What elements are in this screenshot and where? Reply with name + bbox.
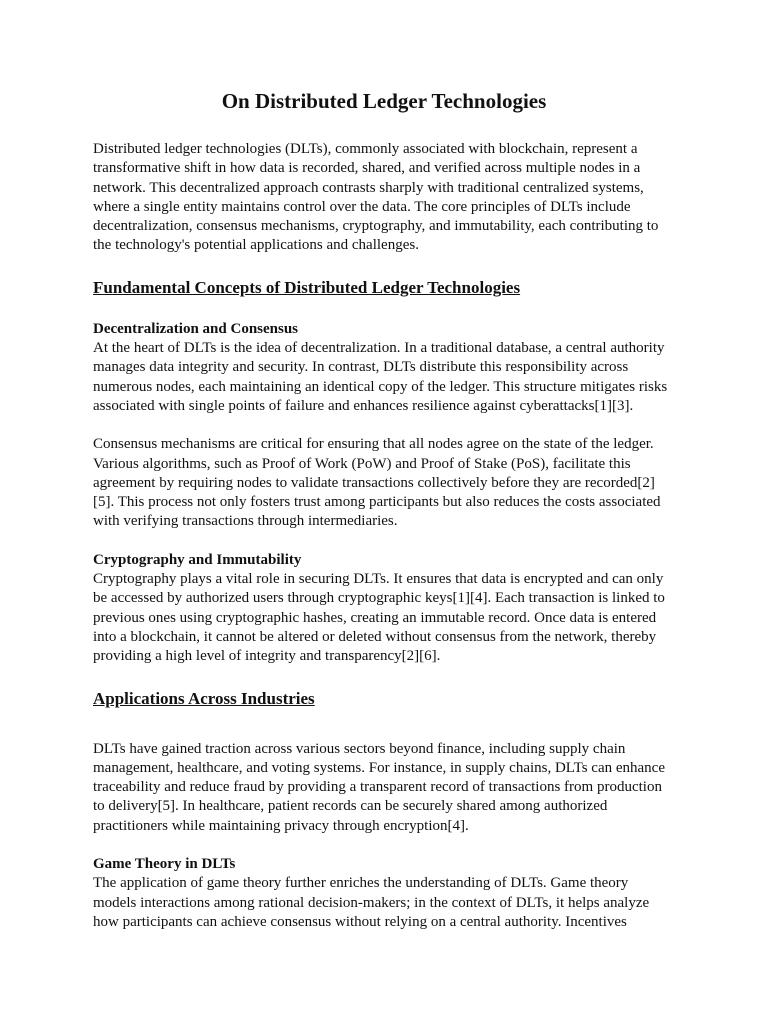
paragraph-decentralization: At the heart of DLTs is the idea of decentralization. In a traditional database, a central authority manages data integrity and security. In contrast, DLTs distribute this responsibility across numerous nodes, each maintaining an identical copy of the ledger. This structure mitigates risks associated with single points of failure and enhances resilience against cyberattacks[1][3]. xyxy=(93,340,668,414)
paragraph-game-theory: The application of game theory further enriches the understanding of DLTs. Game theory models interactions among rational decision-makers; in the context of DLTs, it helps analyze how participants can achieve consensus without relying on a central authority. Incentives xyxy=(93,875,650,930)
subheading-decentralization: Decentralization and Consensus xyxy=(93,320,299,337)
section-heading-fundamentals: Fundamental Concepts of Distributed Ledger Technologies xyxy=(93,277,521,297)
subheading-game-theory: Game Theory in DLTs xyxy=(93,856,236,873)
intro-paragraph: Distributed ledger technologies (DLTs), commonly associated with blockchain, represent a transformative shift in how data is recorded, shared, and verified across multiple nodes in a network. This decentralized approach contrasts sharply with traditional centralized systems, where a single entity maintains control over the data. The core principles of DLTs include decentralization, consensus mechanisms, cryptography, and immutability, each contributing to the technology's potential applications and challenges. xyxy=(93,141,659,254)
paragraph-applications: DLTs have gained traction across various sectors beyond finance, including supply chain management, healthcare, and voting systems. For instance, in supply chains, DLTs can enhance traceability and reduce fraud by providing a transparent record of transactions from production to delivery[5]. In healthcare, patient records can be securely shared among authorized practitioners while maintaining privacy through encryption[4]. xyxy=(93,740,665,834)
document-title: On Distributed Ledger Technologies xyxy=(221,89,547,113)
document-page xyxy=(93,86,675,932)
section-heading-applications: Applications Across Industries xyxy=(93,688,315,708)
paragraph-cryptography: Cryptography plays a vital role in securing DLTs. It ensures that data is encrypted and can only be accessed by authorized users through cryptographic keys[1][4]. Each transaction is linked to previous ones using cryptographic hashes, creating an immutable record. Once data is entered into a blockchain, it cannot be altered or deleted without consensus from the network, thereby providing a high level of integrity and transparency[2][6]. xyxy=(93,571,665,665)
subheading-cryptography: Cryptography and Immutability xyxy=(93,551,302,568)
paragraph-consensus: Consensus mechanisms are critical for ensuring that all nodes agree on the state of the ledger. Various algorithms, such as Proof of Work (PoW) and Proof of Stake (PoS), facilitate this agreement by requiring nodes to validate transactions collectively before they are recorded[2][5]. This process not only fosters trust among participants but also reduces the costs associated with verifying transactions through intermediaries. xyxy=(93,436,661,530)
